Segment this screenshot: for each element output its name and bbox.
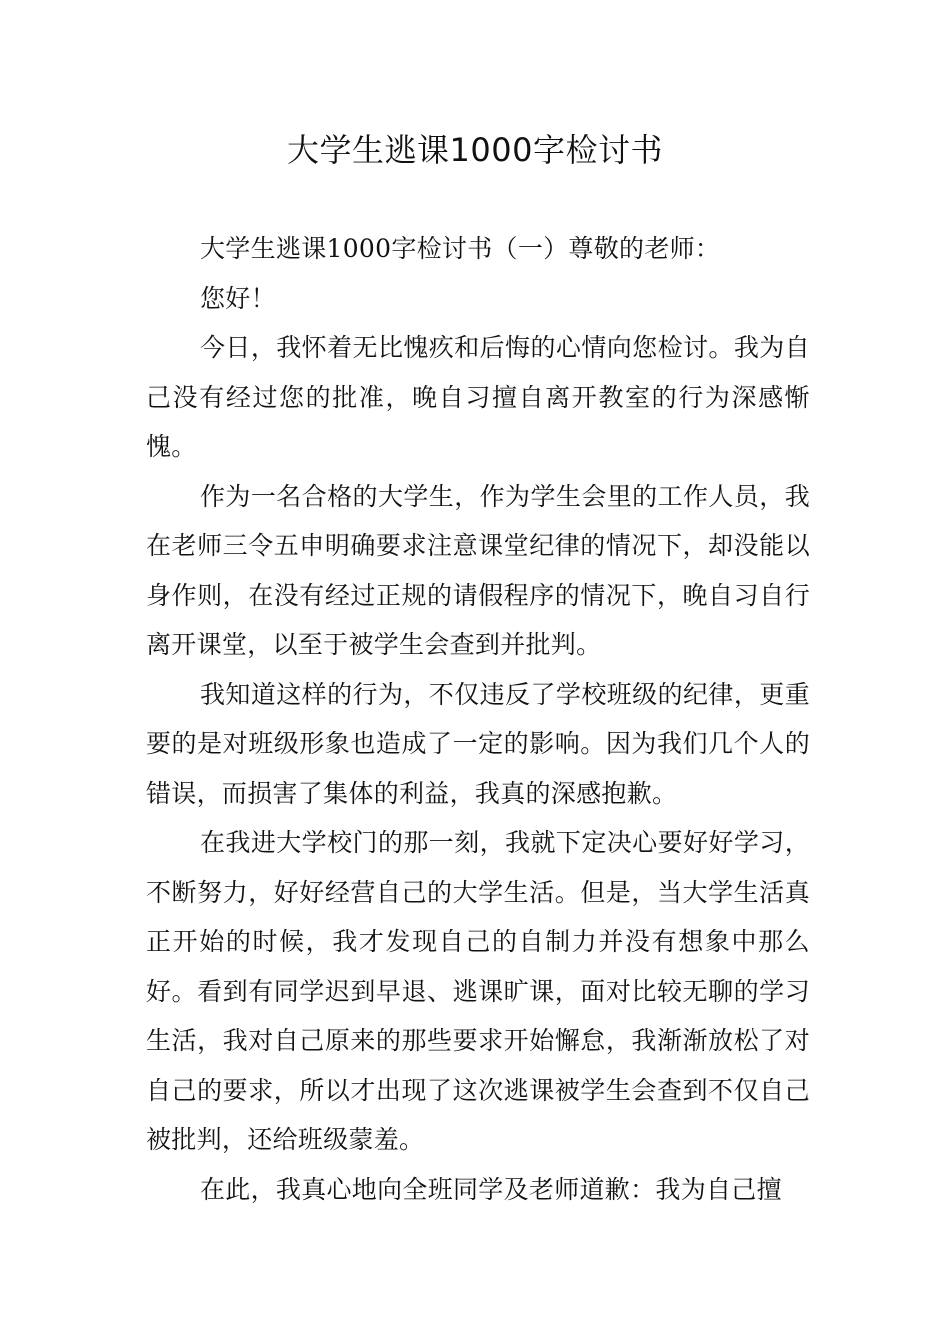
- paragraph-2: 作为一名合格的大学生，作为学生会里的工作人员，我在老师三令五申明确要求注意课堂纪律的情况下，却没能以身作则，在没有经过正规的请假程序的情况下，晚自习自行离开课堂，以至于被学生会查到并批判。: [146, 481, 810, 659]
- document-title: 大学生逃课1000字检讨书: [287, 131, 663, 169]
- paragraph-5: 在此，我真心地向全班同学及老师道歉：我为自己擅: [200, 1174, 782, 1204]
- paragraph-greeting-line: 大学生逃课1000字检讨书（一）尊敬的老师：: [200, 234, 721, 263]
- paragraph-salutation: 您好！: [200, 283, 276, 313]
- paragraph-1: 今日，我怀着无比愧疚和后悔的心情向您检讨。我为自己没有经过您的批准，晚自习擅自离开教室的行为深感惭愧。: [146, 333, 810, 461]
- paragraph-4: 在我进大学校门的那一刻，我就下定决心要好好学习，不断努力，好好经营自己的大学生活。但是，当大学生活真正开始的时候，我才发现自己的自制力并没有想象中那么好。看到有同学迟到早退、逃课旷课，面对比较无聊的学习生活，我对自己原来的那些要求开始懈怠，我渐渐放松了对自己的要求，所以才出现了这次逃课被学生会查到不仅自己被批判，还给班级蒙羞。: [146, 828, 810, 1154]
- paragraph-3: 我知道这样的行为，不仅违反了学校班级的纪律，更重要的是对班级形象也造成了一定的影响。因为我们几个人的错误，而损害了集体的利益，我真的深感抱歉。: [146, 679, 810, 808]
- document-body: [146, 224, 810, 1214]
